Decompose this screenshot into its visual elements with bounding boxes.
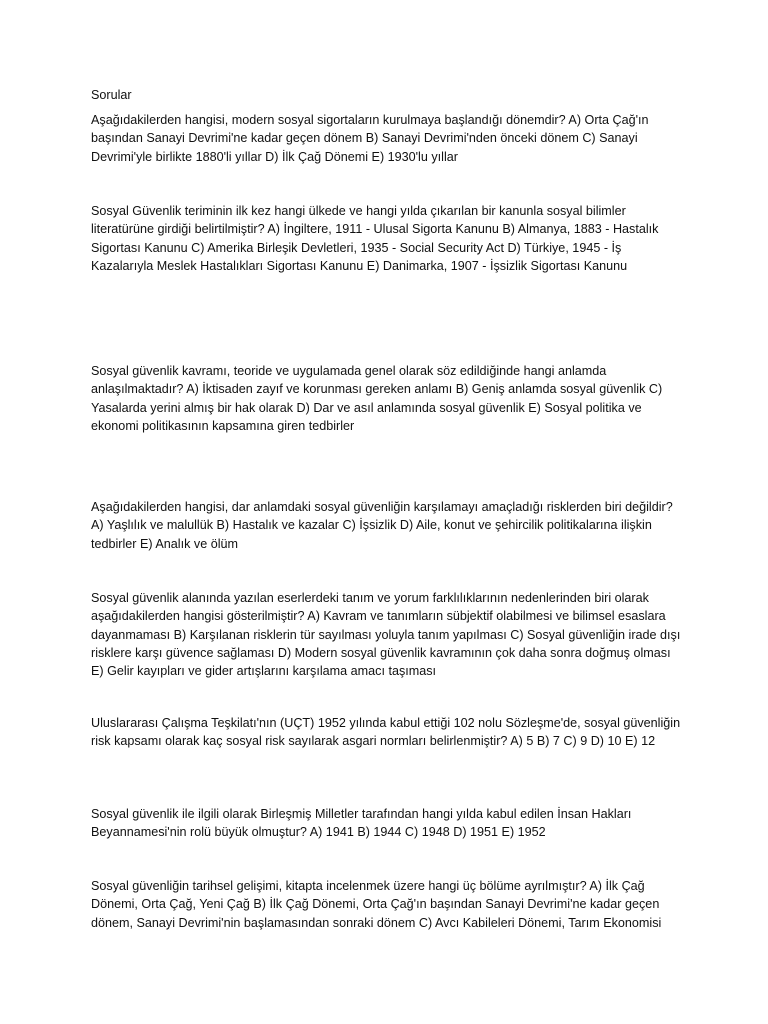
question-6: Uluslararası Çalışma Teşkilatı'nın (UÇT) 1952 yılında kabul ettiği 102 nolu Sözleşme'de, sosyal güvenliğin risk kapsamı olarak kaç sosyal risk sayılarak asgari normları belirlenmiştir? A) 5 B) 7 C) 9 D) 10 E) 12: [91, 716, 681, 749]
page-title: Sorular: [91, 88, 132, 102]
question-8: Sosyal güvenliğin tarihsel gelişimi, kitapta incelenmek üzere hangi üç bölüme ayrılmıştır? A) İlk Çağ Dönemi, Orta Çağ, Yeni Çağ B) İlk Çağ Dönemi, Orta Çağ'ın başından Sanayi Devrimi'ne kadar geçen dönem, Sanayi Devrimi'nin başlamasından sonraki dönem C) Avcı Kabileleri Dönemi, Tarım Ekonomisi: [91, 879, 662, 930]
question-2: Sosyal Güvenlik teriminin ilk kez hangi ülkede ve hangi yılda çıkarılan bir kanunla sosyal bilimler literatürüne girdiği belirtilmiştir? A) İngiltere, 1911 - Ulusal Sigorta Kanunu B) Almanya, 1883 - Hastalık Sigortası Kanunu C) Amerika Birleşik Devletleri, 1935 - Social Security Act D) Türkiye, 1945 - İş Kazalarıyla Meslek Hastalıkları Sigortası Kanunu E) Danimarka, 1907 - İşsizlik Sigortası Kanunu: [91, 204, 659, 273]
question-7: Sosyal güvenlik ile ilgili olarak Birleşmiş Milletler tarafından hangi yılda kabul edilen İnsan Hakları Beyannamesi'nin rolü büyük olmuştur? A) 1941 B) 1944 C) 1948 D) 1951 E) 1952: [91, 807, 632, 840]
question-3: Sosyal güvenlik kavramı, teoride ve uygulamada genel olarak söz edildiğinde hangi anlamda anlaşılmaktadır? A) İktisaden zayıf ve korunması gereken anlamı B) Geniş anlamda sosyal güvenlik C) Yasalarda yerini almış bir hak olarak D) Dar ve asıl anlamında sosyal güvenlik E) Sosyal politika ve ekonomi politikasının kapsamına giren tedbirler: [91, 364, 663, 433]
question-1: Aşağıdakilerden hangisi, modern sosyal sigortaların kurulmaya başlandığı dönemdir? A) Orta Çağ'ın başından Sanayi Devrimi'ne kadar geçen dönem B) Sanayi Devrimi'nden önceki dönem C) Sanayi Devrimi'yle birlikte 1880'li yıllar D) İlk Çağ Dönemi E) 1930'lu yıllar: [91, 113, 649, 164]
question-5: Sosyal güvenlik alanında yazılan eserlerdeki tanım ve yorum farklılıklarının nedenlerinden biri olarak aşağıdakilerden hangisi gösterilmiştir? A) Kavram ve tanımların sübjektif olabilmesi ve bilimsel esaslara dayanmaması B) Karşılanan risklerin tür sayılması yoluyla tanım yapılması C) Sosyal güvenliğin irade dışı risklere karşı güvence sağlaması D) Modern sosyal güvenlik kavramının çok daha sonra doğmuş olması E) Gelir kayıpları ve gider artışlarını karşılama amacı taşıması: [91, 591, 681, 679]
question-4: Aşağıdakilerden hangisi, dar anlamdaki sosyal güvenliğin karşılamayı amaçladığı risklerden biri değildir? A) Yaşlılık ve malullük B) Hastalık ve kazalar C) İşsizlik D) Aile, konut ve şehircilik politikalarına ilişkin tedbirler E) Analık ve ölüm: [91, 500, 673, 551]
